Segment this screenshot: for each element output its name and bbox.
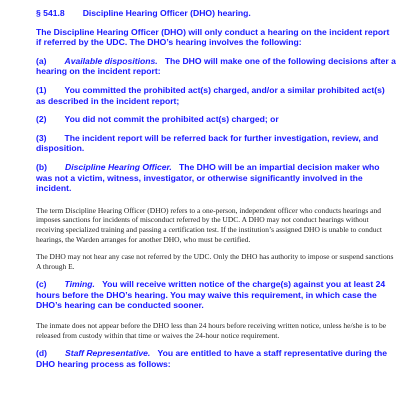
document-page — [36, 8, 396, 377]
item-2 — [36, 114, 396, 125]
paragraph-b — [36, 162, 396, 194]
paragraph-a-text: The DHO will make one of the following decisions after a hearing on the incident report: — [36, 55, 396, 77]
paragraph-c-title: Timing. — [64, 279, 95, 290]
paragraph-a — [36, 56, 396, 77]
intro-paragraph: The Discipline Hearing Officer (DHO) will only conduct a hearing on the incident report if referred by the UDC. The DHO’s hearing involves the following: — [36, 26, 390, 48]
section-title: Discipline Hearing Officer (DHO) hearing. — [82, 8, 251, 18]
paragraph-c — [36, 279, 396, 311]
item-2-text: You did not commit the prohibited act(s) charged; or — [64, 114, 279, 125]
item-1 — [36, 85, 396, 106]
paragraph-b-label: (b) — [36, 161, 47, 172]
paragraph-b-text: The DHO will be an impartial decision maker who was not a victim, witness, investigator, or otherwise significantly involved in the incident. — [36, 161, 380, 194]
paragraph-c-label: (c) — [36, 279, 47, 290]
item-3-label: (3) — [36, 132, 47, 143]
paragraph-c-text: You will receive written notice of the charge(s) against you at least 24 hours before the DHO’s hearing. You may waive this requirement, in which case the DHO’s hearing can be conducted sooner. — [36, 279, 386, 311]
paragraph-d-title: Staff Representative. — [64, 348, 151, 359]
paragraph-b-title: Discipline Hearing Officer. — [64, 161, 172, 172]
serif-paragraph-notice: The inmate does not appear before the DHO less than 24 hours before receiving written notice, unless he/she is to be released from custody within that time or waives the 24-hour notice requirement. — [36, 321, 387, 340]
section-number: § 541.8 — [36, 8, 65, 18]
item-1-label: (1) — [36, 84, 47, 95]
serif-paragraph-udc-referral: The DHO may not hear any case not referred by the UDC. Only the DHO has authority to impose or suspend sanctions A through E. — [36, 252, 394, 271]
paragraph-d-label: (d) — [36, 348, 47, 359]
paragraph-d — [36, 348, 396, 369]
serif-paragraph-dho-definition: The term Discipline Hearing Officer (DHO) refers to a one-person, independent officer who conducts hearings and imposes sanctions for incidents of misconduct referred by the UDC. A DHO may not conduct hearings without receiving specialized training and passing a certification test. If the institution’s assigned DHO is unable to conduct hearings, the Warden arranges for another DHO, who must be certified. — [36, 205, 382, 244]
paragraph-d-text: You are entitled to have a staff representative during the DHO hearing process as follows: — [36, 348, 388, 369]
paragraph-a-label: (a) — [36, 55, 47, 66]
section-heading — [36, 8, 396, 19]
paragraph-a-title: Available dispositions. — [64, 55, 158, 66]
item-2-label: (2) — [36, 114, 47, 125]
item-1-text: You committed the prohibited act(s) charged, and/or a similar prohibited act(s) as described in the incident report; — [36, 84, 385, 106]
item-3-text: The incident report will be referred back for further investigation, review, and disposition. — [36, 132, 379, 154]
item-3 — [36, 133, 396, 154]
